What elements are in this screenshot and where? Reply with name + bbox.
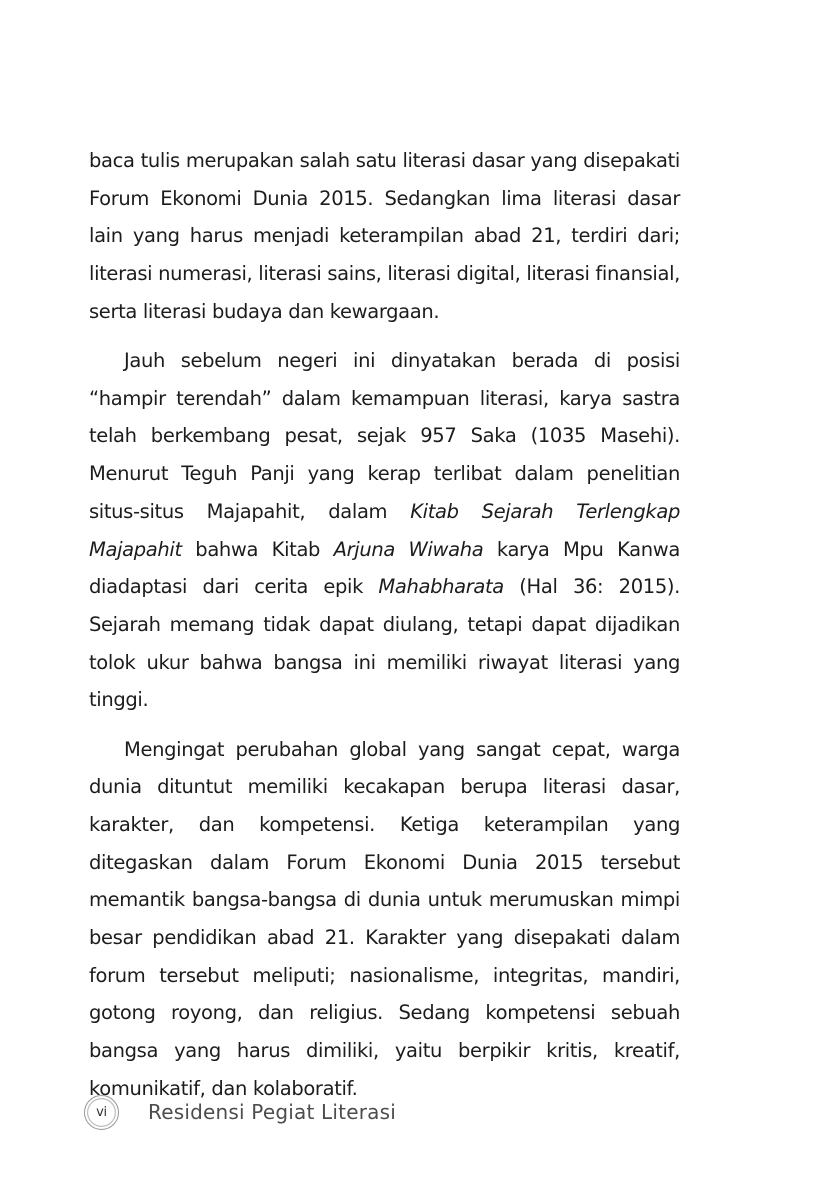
paragraph [89,731,680,1108]
body-text [89,142,680,1108]
italic-book-title: Mahabharata [378,575,504,599]
running-title: Residensi Pegiat Literasi [148,1100,396,1124]
paragraph-text: Jauh sebelum negeri ini dinyatakan berada di posisi “hampir terendah” dalam kemampuan literasi, karya sastra telah berkembang pesat, sejak 957 Saka (1035 Masehi). Menurut Teguh Panji yang kerap terlibat dalam penelitian situs-situs Majapahit, dalam [89,349,680,523]
paragraph-text: Mengingat perubahan global yang sangat cepat, warga dunia dituntut memiliki kecakapan berupa literasi dasar, karakter, dan kompetensi. Ketiga keterampilan yang ditegaskan dalam Forum Ekonomi Dunia 2015 tersebut memantik bangsa-bangsa di dunia untuk merumuskan mimpi besar pendidikan abad 21. Karakter yang disepakati dalam forum tersebut meliputi; nasionalisme, integritas, mandiri, gotong royong, dan religius. Sedang kompetensi sebuah bangsa yang harus dimiliki, yaitu berpikir kritis, kreatif, komunikatif, dan kolaboratif. [89,737,680,1100]
page-number-badge [84,1095,119,1130]
paragraph-text: bahwa Kitab [181,537,334,561]
paragraph [89,342,680,719]
paragraph-text: (Hal 36: 2015). Sejarah memang tidak dapat diulang, tetapi dapat dijadikan tolok ukur bahwa bangsa ini memiliki riwayat literasi yang tinggi. [89,575,681,712]
page-footer [84,1092,396,1132]
paragraph-text: baca tulis merupakan salah satu literasi dasar yang disepakati Forum Ekonomi Dunia 2015. Sedangkan lima literasi dasar lain yang harus menjadi keterampilan abad 21, terdiri dari; literasi numerasi, literasi sains, literasi digital, literasi finansial, serta literasi budaya dan kewargaan. [89,149,680,323]
paragraph [89,142,680,331]
italic-book-title: Arjuna Wiwaha [333,537,484,561]
paragraph-text: karya Mpu Kanwa diadaptasi dari cerita epik [89,537,680,599]
page-number: vi [96,1104,107,1120]
italic-book-title: Kitab Sejarah Terlengkap Majapahit [89,499,681,561]
